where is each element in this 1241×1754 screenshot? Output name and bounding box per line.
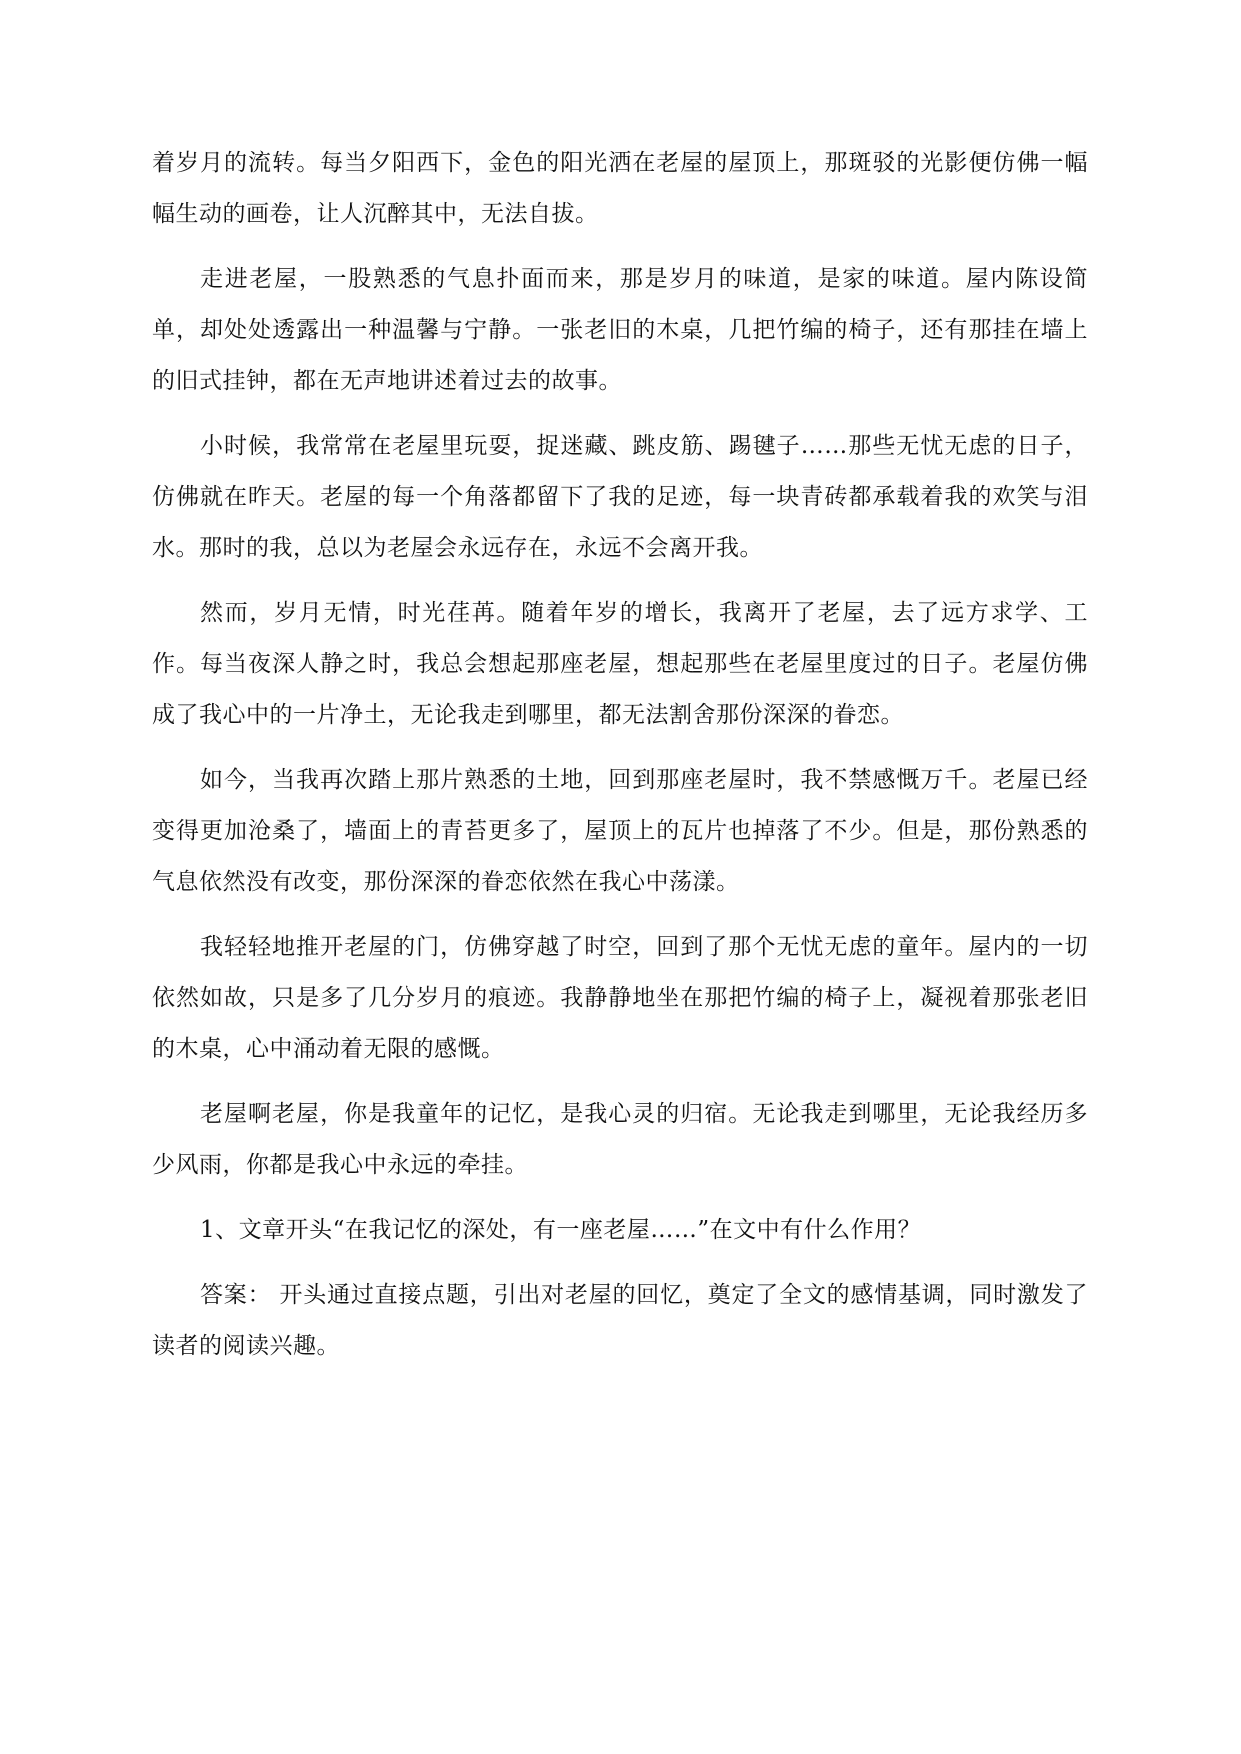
paragraph-childhood: 小时候，我常常在老屋里玩耍，捉迷藏、跳皮筋、踢毽子……那些无忧无虑的日子，仿佛就在昨天。老屋的每一个角落都留下了我的足迹，每一块青砖都承载着我的欢笑与泪水。那时的我，总以为老屋会永远存在，永远不会离开我。 xyxy=(152,433,1088,561)
paragraph-continued: 着岁月的流转。每当夕阳西下，金色的阳光洒在老屋的屋顶上，那斑驳的光影便仿佛一幅幅生动的画卷，让人沉醉其中，无法自拔。 xyxy=(152,150,1088,227)
paragraph-returning: 如今，当我再次踏上那片熟悉的土地，回到那座老屋时，我不禁感慨万千。老屋已经变得更加沧桑了，墙面上的青苔更多了，屋顶上的瓦片也掉落了不少。但是，那份熟悉的气息依然没有改变，那份深深的眷恋依然在我心中荡漾。 xyxy=(152,767,1088,895)
paragraph-entering-house: 走进老屋，一股熟悉的气息扑面而来，那是岁月的味道，是家的味道。屋内陈设简单，却处处透露出一种温馨与宁静。一张老旧的木桌，几把竹编的椅子，还有那挂在墙上的旧式挂钟，都在无声地讲述着过去的故事。 xyxy=(152,266,1088,394)
article-body xyxy=(152,138,1088,1386)
paragraph-closing: 老屋啊老屋，你是我童年的记忆，是我心灵的归宿。无论我走到哪里，无论我经历多少风雨，你都是我心中永远的牵挂。 xyxy=(152,1101,1088,1178)
paragraph-leaving: 然而，岁月无情，时光荏苒。随着年岁的增长，我离开了老屋，去了远方求学、工作。每当夜深人静之时，我总会想起那座老屋，想起那些在老屋里度过的日子。老屋仿佛成了我心中的一片净土，无论我走到哪里，都无法割舍那份深深的眷恋。 xyxy=(152,600,1088,728)
question-1: 1、文章开头“在我记忆的深处，有一座老屋……”在文中有什么作用？ xyxy=(200,1217,922,1243)
paragraph-inside-house: 我轻轻地推开老屋的门，仿佛穿越了时空，回到了那个无忧无虑的童年。屋内的一切依然如故，只是多了几分岁月的痕迹。我静静地坐在那把竹编的椅子上，凝视着那张老旧的木桌，心中涌动着无限的感慨。 xyxy=(152,934,1088,1062)
answer-1: 答案： 开头通过直接点题，引出对老屋的回忆，奠定了全文的感情基调，同时激发了读者的阅读兴趣。 xyxy=(152,1282,1088,1359)
